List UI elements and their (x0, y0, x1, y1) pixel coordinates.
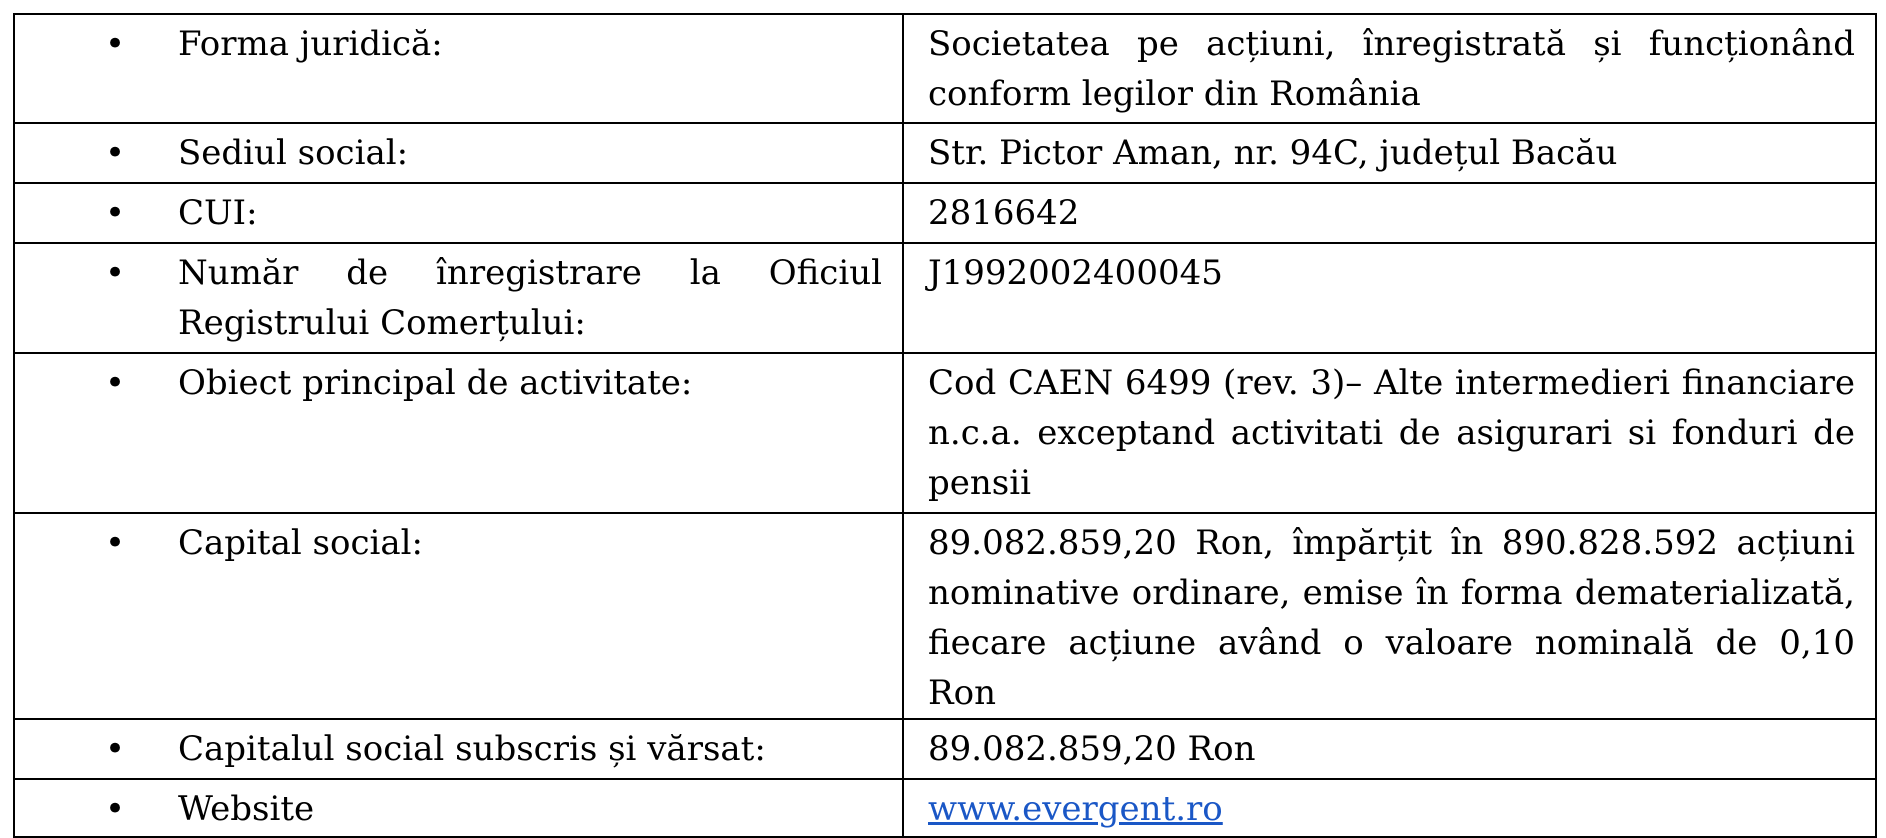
website-label: Website (178, 789, 315, 829)
table-row-share-capital (14, 513, 1876, 719)
table-row-registration-number (14, 243, 1876, 353)
registration-number-value: J1992002400045 (928, 253, 1223, 293)
label-cell (14, 123, 903, 183)
registered-office-value: Str. Pictor Aman, nr. 94C, județul Bacău (928, 133, 1618, 173)
label-cell (14, 183, 903, 243)
value-cell (903, 14, 1876, 123)
label-cell (14, 14, 903, 123)
value-cell (903, 123, 1876, 183)
company-info-table (13, 13, 1877, 838)
registered-office-label: Sediul social: (178, 133, 409, 173)
label-cell (14, 719, 903, 779)
label-cell (14, 513, 903, 719)
bullet-icon: • (105, 253, 126, 293)
bullet-icon: • (105, 789, 126, 829)
label-cell (14, 779, 903, 837)
main-activity-value: Cod CAEN 6499 (rev. 3)– Alte intermedieri financiare n.c.a. exceptand activitati de asigurari si fonduri de pensii (928, 363, 1855, 503)
cui-value: 2816642 (928, 193, 1080, 233)
bullet-icon: • (105, 24, 126, 64)
label-cell (14, 353, 903, 513)
share-capital-label: Capital social: (178, 523, 423, 563)
table-row-main-activity (14, 353, 1876, 513)
value-cell (903, 779, 1876, 837)
bullet-icon: • (105, 523, 126, 563)
value-cell (903, 353, 1876, 513)
table-row-subscribed-capital (14, 719, 1876, 779)
value-cell (903, 719, 1876, 779)
value-cell (903, 183, 1876, 243)
value-cell (903, 243, 1876, 353)
table-row-cui (14, 183, 1876, 243)
bullet-icon: • (105, 133, 126, 173)
label-cell (14, 243, 903, 353)
bullet-icon: • (105, 363, 126, 403)
table-row-website (14, 779, 1876, 837)
main-activity-label: Obiect principal de activitate: (178, 363, 693, 403)
website-link[interactable]: www.evergent.ro (928, 789, 1223, 829)
value-cell (903, 513, 1876, 719)
bullet-icon: • (105, 193, 126, 233)
subscribed-capital-value: 89.082.859,20 Ron (928, 729, 1256, 769)
table-row-registered-office (14, 123, 1876, 183)
table-row-legal-form (14, 14, 1876, 123)
registration-number-label: Număr de înregistrare la Oficiul Registrului Comerțului: (178, 253, 882, 343)
subscribed-capital-label: Capitalul social subscris și vărsat: (178, 729, 766, 769)
legal-form-label: Forma juridică: (178, 24, 443, 64)
bullet-icon: • (105, 729, 126, 769)
share-capital-value: 89.082.859,20 Ron, împărțit în 890.828.592 acțiuni nominative ordinare, emise în forma dematerializată, fiecare acțiune având o valoare nominală de 0,10 Ron (928, 523, 1855, 713)
cui-label: CUI: (178, 193, 258, 233)
legal-form-value: Societatea pe acțiuni, înregistrată și funcționând conform legilor din România (928, 24, 1855, 114)
